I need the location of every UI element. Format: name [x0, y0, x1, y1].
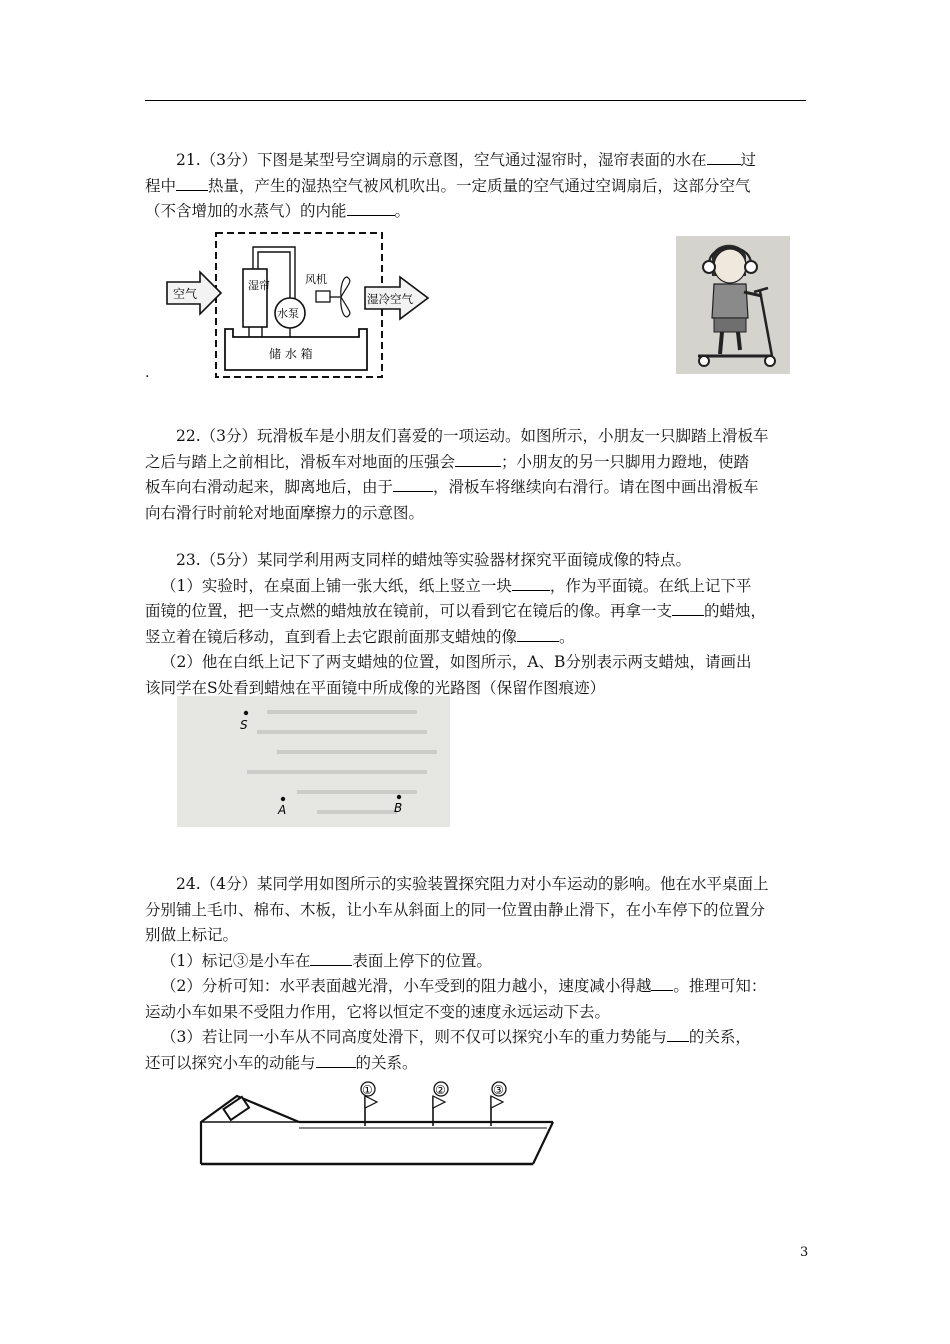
flag-1 — [361, 1082, 377, 1126]
q23-blank-3 — [517, 626, 559, 642]
wet-curtain — [243, 269, 267, 327]
flag-2 — [433, 1082, 448, 1126]
q22-blank-1 — [455, 451, 501, 467]
mirror-experiment-figure — [177, 696, 450, 827]
q22-blank-2 — [393, 476, 433, 492]
label-s: S — [240, 718, 248, 732]
point-b — [397, 795, 401, 799]
air-cooler-diagram — [145, 225, 460, 385]
q24-blank-1 — [310, 950, 352, 966]
ramp-flags-figure — [197, 1080, 562, 1168]
flag-1-label: ① — [362, 1083, 373, 1097]
front-wheel — [765, 356, 775, 366]
q23-blank-1 — [512, 575, 550, 591]
label-a: A — [278, 803, 287, 817]
tank-label: 储 水 箱 — [269, 347, 313, 361]
q24-blank-3 — [667, 1026, 689, 1042]
page-number: 3 — [800, 1245, 809, 1260]
q23-blank-2 — [672, 600, 704, 616]
fan-label: 风机 — [305, 273, 327, 286]
question-24: 24.（4分）某同学用如图所示的实验装置探究阻力对小车运动的影响。他在水平桌面上 分别铺上毛巾、棉布、木板，让小车从斜面上的同一位置由静止滑下，在小车停下的位置分 别做上标记。 （1）标记③是小车在 表面上停下的位置。 （2）分析可知：水平表面越光滑，小车受到的阻力越小，速度减小得越 。推理可知： 运动小车如果不受阻力作用，它将以恒定不变的速度永远运动下去。 （3）若让同一小车从不同高度处滑下，则不仅可以探究小车的重力势能与 的关系， 还可以探究小车的动能与 的关系。 — [145, 875, 769, 1072]
q21-text: 21.（3分）下图是某型号空调扇的示意图，空气通过湿帘时，湿帘表面的水在 过 — [176, 151, 757, 169]
flag-3-label: ③ — [493, 1083, 504, 1097]
question-22: 22.（3分）玩滑板车是小朋友们喜爱的一项运动。如图所示，小朋友一只脚踏上滑板车 之后与踏上之前相比，滑板车对地面的压强会 ；小朋友的另一只脚用力蹬地，使踏 板车向右滑动起来，脚离地后，由于 ，滑板车将继续向右滑行。请在图中画出滑板车 向右滑行时前轮对地面摩擦力的示意图。 — [145, 427, 769, 522]
q21-blank-1 — [707, 149, 741, 165]
pump-label: 水泵 — [277, 307, 299, 320]
q24-blank-2 — [651, 975, 673, 991]
child-head — [714, 249, 746, 283]
air-out-label: 湿冷空气 — [367, 292, 413, 306]
q21-blank-3 — [347, 200, 395, 216]
flag-3 — [491, 1082, 506, 1126]
child-shirt — [712, 284, 748, 318]
header-rule — [145, 100, 806, 101]
scooter-child-figure — [676, 236, 790, 374]
q24-blank-4 — [316, 1052, 356, 1068]
label-b: B — [394, 801, 403, 815]
flag-2-label: ② — [435, 1083, 446, 1097]
question-23: 23.（5分）某同学利用两支同样的蜡烛等实验器材探究平面镜成像的特点。 （1）实验时，在桌面上铺一张大纸，纸上竖立一块 ，作为平面镜。在纸上记下平 面镜的位置，把一支点燃的蜡烛放在镜前，可以看到它在镜后的像。再拿一支 的蜡烛， 竖立着在镜后移动，直到看上去它跟前面那支蜡烛的像 。 （2）他在白纸上记下了两支蜡烛的位置，如图所示，A、B分别表示两支蜡烛，请画出 该同学在S处看到蜡烛在平面镜中所成像的光路图（保留作图痕迹） — [145, 551, 767, 697]
rear-wheel — [699, 356, 709, 366]
air-in-label: 空气 — [173, 287, 198, 301]
point-a — [281, 797, 285, 801]
stray-dot: . — [145, 365, 150, 381]
question-21: 21.（3分）下图是某型号空调扇的示意图，空气通过湿帘时，湿帘表面的水在 过 程中 热量，产生的湿热空气被风机吹出。一定质量的空气通过空调扇后，这部分空气 （不含增加的水蒸气）的内能 。 — [145, 148, 810, 225]
q21-blank-2 — [176, 175, 208, 191]
curtain-label: 湿帘 — [248, 279, 270, 292]
point-s — [244, 711, 248, 715]
fan-motor — [316, 291, 330, 302]
